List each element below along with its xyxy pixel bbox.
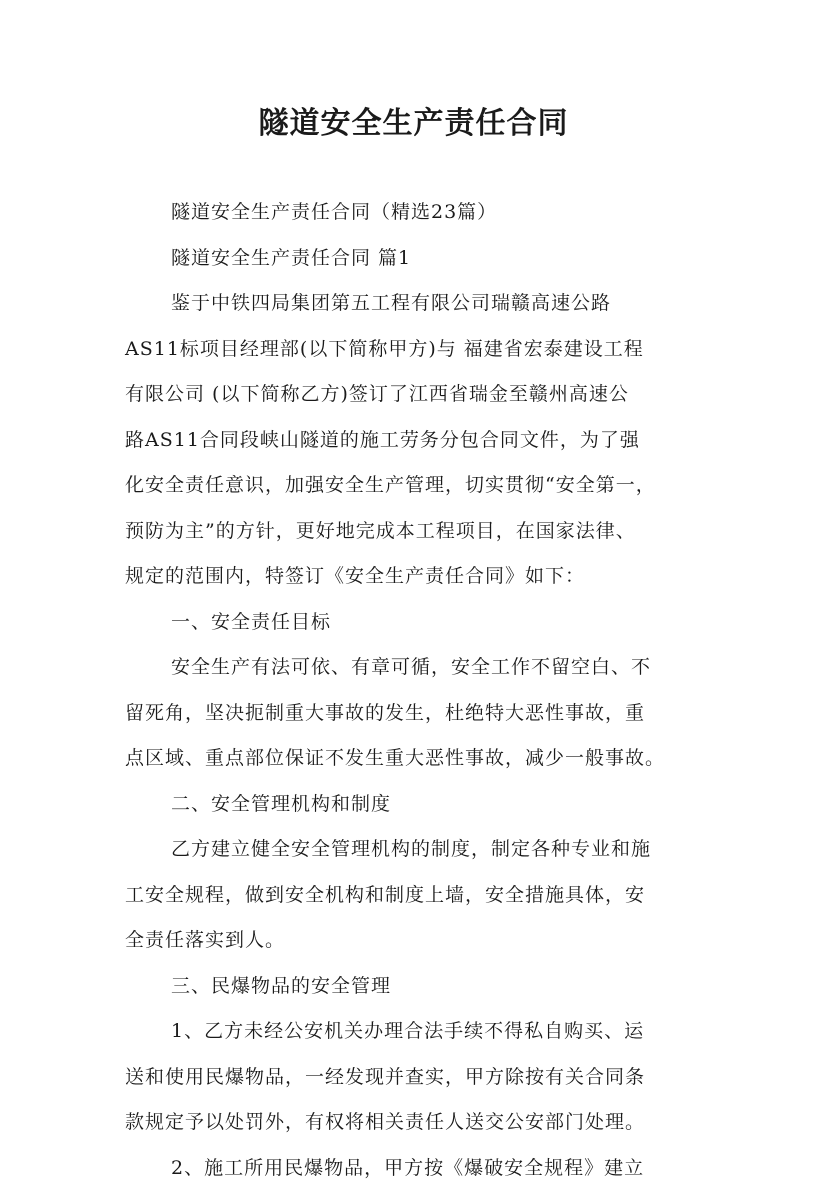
document-text-line: 留死角，坚决扼制重大事故的发生，杜绝特大恶性事故，重 bbox=[125, 691, 710, 737]
document-text-line: 乙方建立健全安全管理机构的制度，制定各种专业和施 bbox=[125, 827, 710, 873]
document-text-line: AS11标项目经理部(以下简称甲方)与 福建省宏泰建设工程 bbox=[125, 327, 710, 373]
document-text-line: 路AS11合同段峡山隧道的施工劳务分包合同文件，为了强 bbox=[125, 418, 710, 464]
document-text-line: 二、安全管理机构和制度 bbox=[125, 782, 710, 828]
document-text-line: 规定的范围内，特签订《安全生产责任合同》如下： bbox=[125, 554, 710, 600]
document-text-line: 一、安全责任目标 bbox=[125, 600, 710, 646]
document-text-line: 送和使用民爆物品，一经发现并查实，甲方除按有关合同条 bbox=[125, 1055, 710, 1101]
document-text-line: 点区域、重点部位保证不发生重大恶性事故，减少一般事故。 bbox=[125, 736, 710, 782]
document-text-line: 隧道安全生产责任合同（精选23篇） bbox=[125, 190, 710, 236]
document-title: 隧道安全生产责任合同 bbox=[0, 98, 827, 142]
document-text-line: 工安全规程，做到安全机构和制度上墙，安全措施具体，安 bbox=[125, 873, 710, 919]
document-text-line: 2、施工所用民爆物品，甲方按《爆破安全规程》建立 bbox=[125, 1146, 710, 1191]
document-text-line: 有限公司 (以下简称乙方)签订了江西省瑞金至赣州高速公 bbox=[125, 372, 710, 418]
document-text-line: 安全生产有法可依、有章可循，安全工作不留空白、不 bbox=[125, 645, 710, 691]
document-text-line: 化安全责任意识，加强安全生产管理，切实贯彻“安全第一， bbox=[125, 463, 710, 509]
document-text-line: 预防为主”的方针，更好地完成本工程项目，在国家法律、 bbox=[125, 509, 710, 555]
document-text-line: 1、乙方未经公安机关办理合法手续不得私自购买、运 bbox=[125, 1009, 710, 1055]
document-text-line: 鉴于中铁四局集团第五工程有限公司瑞赣高速公路 bbox=[125, 281, 710, 327]
document-text-line: 全责任落实到人。 bbox=[125, 918, 710, 964]
document-text-line: 三、民爆物品的安全管理 bbox=[125, 964, 710, 1010]
document-text-line: 隧道安全生产责任合同 篇1 bbox=[125, 236, 710, 282]
document-text-line: 款规定予以处罚外，有权将相关责任人送交公安部门处理。 bbox=[125, 1100, 710, 1146]
document-body bbox=[125, 190, 710, 1191]
